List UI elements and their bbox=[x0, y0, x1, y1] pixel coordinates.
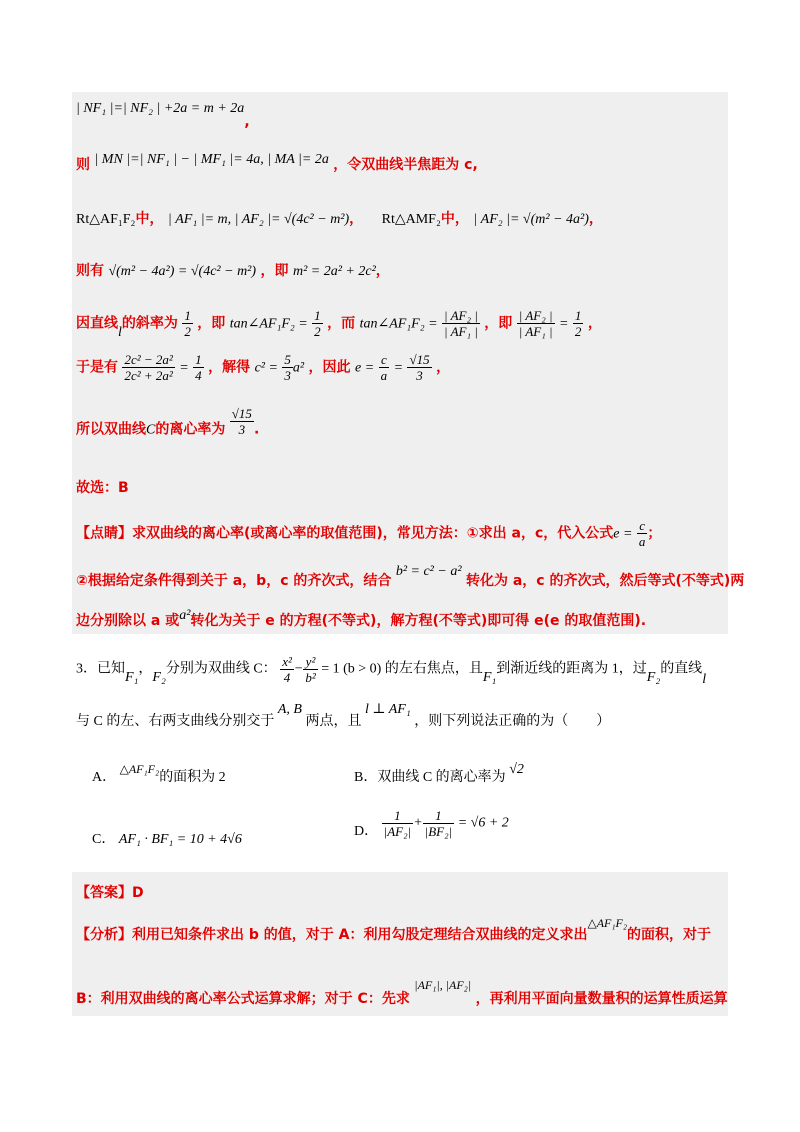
text: 于是有 bbox=[76, 359, 118, 376]
text: 中， bbox=[440, 211, 469, 227]
fraction: $\frac{1}{4}$ bbox=[195, 352, 202, 383]
formula: = √6 + 2 bbox=[457, 815, 509, 831]
fraction: $\frac{1}{2}$ bbox=[574, 308, 582, 339]
formula: | MN |=| NF₁ | − | MF₁ |= 4a, | MA |= 2a bbox=[94, 152, 329, 167]
text: 因直线 bbox=[76, 315, 118, 332]
option-label: D． bbox=[354, 823, 379, 839]
formula: △AF₁F₂ bbox=[587, 916, 628, 930]
formula: + bbox=[413, 815, 423, 831]
text: 的离心率为 bbox=[155, 421, 226, 438]
text: ，因此 bbox=[308, 359, 351, 376]
option-a[interactable] bbox=[92, 762, 226, 786]
text: 则 bbox=[76, 157, 90, 173]
formula: l bbox=[702, 671, 707, 687]
fraction: $\frac{c}{a}$ bbox=[380, 352, 388, 383]
formula: F₂ bbox=[646, 669, 661, 685]
fraction: $\frac{1}{2}$ bbox=[184, 308, 191, 339]
formula: = bbox=[393, 360, 404, 376]
question-line-2 bbox=[76, 702, 611, 730]
text: ，令双曲线半焦距为 c, bbox=[333, 157, 478, 173]
formula: e = bbox=[354, 360, 375, 376]
text: 的斜率为 bbox=[121, 315, 178, 332]
text: ，再利用平面向量数量积的运算性质运算 bbox=[475, 991, 728, 1007]
text: ， bbox=[436, 359, 451, 376]
text: ； bbox=[647, 525, 662, 542]
formula: A, B bbox=[277, 702, 302, 717]
formula: a² bbox=[292, 360, 305, 376]
formula: | AF₂ |= √(m² − 4a²) bbox=[473, 212, 589, 227]
text: 转化为 a，c 的齐次式，然后等式(不等式)两 bbox=[465, 573, 745, 589]
analysis-line-2 bbox=[76, 978, 728, 1008]
text: 转化为关于 e 的方程(不等式)，解方程(不等式)即可得 e(e 的取值范围). bbox=[190, 613, 647, 629]
option-label: A． bbox=[92, 770, 117, 785]
text: 边分别除以 a 或 bbox=[76, 613, 180, 629]
formula: | NF₁ |=| NF₂ | +2a = m + 2a bbox=[76, 101, 245, 116]
text: ，而 bbox=[327, 315, 356, 332]
fraction: $\frac{c}{a}$ bbox=[638, 518, 646, 549]
text: ，即 bbox=[484, 315, 513, 332]
formula: l bbox=[118, 324, 122, 340]
text: 到渐近线的距离为 1，过 bbox=[496, 661, 647, 677]
text: 所以双曲线 bbox=[76, 421, 146, 438]
text: 两点，且 bbox=[305, 714, 362, 729]
fraction: $\frac{1}{\text{|BF₂|}}$ bbox=[424, 808, 453, 839]
text: . bbox=[253, 421, 260, 438]
formula: C bbox=[146, 422, 156, 438]
text: ， bbox=[375, 263, 390, 279]
text: ， bbox=[349, 211, 364, 227]
analysis-line-1 bbox=[76, 916, 712, 944]
formula: Rt△AF₁F₂ bbox=[76, 212, 136, 227]
text: 的面积为 2 bbox=[159, 770, 226, 785]
formula: √2 bbox=[509, 762, 524, 777]
text: ， bbox=[588, 211, 603, 227]
formula: c² = bbox=[254, 360, 278, 376]
formula: △AF₁F₂ bbox=[119, 762, 160, 776]
text: = 1 (b > 0) 的左右焦点，且 bbox=[321, 661, 483, 677]
text: ②根据给定条件得到关于 a，b，c 的齐次式，结合 bbox=[76, 573, 392, 589]
option-label: C． bbox=[92, 832, 116, 847]
formula-line-6 bbox=[76, 352, 450, 383]
text: ，解得 bbox=[208, 359, 251, 376]
formula: F₂ bbox=[152, 669, 166, 685]
formula: b² = c² − a² bbox=[395, 564, 462, 579]
fraction: $\frac{\text{y²}}{\text{b²}}$ bbox=[305, 654, 316, 685]
fraction: $\frac{\text{x²}}{4}$ bbox=[282, 654, 292, 685]
text: 的面积，对于 bbox=[627, 927, 712, 943]
tip-line-1 bbox=[76, 518, 661, 549]
text: 3．已知 bbox=[76, 661, 125, 677]
formula: = bbox=[559, 316, 569, 332]
fraction: $\frac{√15}{3}$ bbox=[409, 352, 430, 383]
text: 中， bbox=[135, 211, 164, 227]
comma: , bbox=[244, 114, 250, 130]
fraction: $\frac{1}{2}$ bbox=[314, 308, 321, 339]
fraction: $\frac{\text{2c² − 2a²}}{\text{2c² + 2a²}}$ bbox=[124, 352, 173, 383]
formula-line-4 bbox=[76, 260, 390, 280]
text: B：利用双曲线的离心率公式运算求解；对于 C：先求 bbox=[76, 991, 410, 1007]
text: ， bbox=[587, 315, 602, 332]
text: 【点睛】求双曲线的离心率(或离心率的取值范围)，常见方法：①求出 a，c，代入公式 bbox=[76, 525, 614, 542]
option-b[interactable] bbox=[354, 762, 524, 786]
text: ，即 bbox=[197, 315, 226, 332]
formula: F₁ bbox=[125, 669, 139, 685]
formula: a² bbox=[179, 608, 191, 623]
formula: m² = 2a² + 2c² bbox=[292, 264, 376, 279]
fraction: $\frac{1}{\text{|AF₂|}}$ bbox=[383, 808, 412, 839]
fraction: $\frac{5}{3}$ bbox=[284, 352, 291, 383]
text: 的直线 bbox=[660, 661, 703, 677]
text: 【分析】利用已知条件求出 b 的值，对于 A：利用勾股定理结合双曲线的定义求出 bbox=[76, 927, 588, 943]
option-d[interactable] bbox=[354, 808, 509, 839]
formula: e = bbox=[613, 526, 633, 542]
solution-answer: 【答案】D bbox=[76, 885, 144, 901]
formula-line-5 bbox=[76, 308, 602, 339]
formula: Rt△AMF₂ bbox=[381, 212, 441, 227]
tip-line-2 bbox=[76, 564, 745, 590]
fraction: $\frac{√15}{3}$ bbox=[231, 406, 252, 437]
text: ，则下列说法正确的为（ ） bbox=[414, 714, 611, 729]
question-line-1 bbox=[76, 654, 706, 685]
formula-line-2 bbox=[76, 154, 478, 174]
formula: tan∠AF₁F₂ = bbox=[229, 316, 308, 332]
option-c[interactable] bbox=[92, 828, 242, 848]
formula: l ⊥ AF₁ bbox=[364, 702, 411, 717]
formula-line-1 bbox=[76, 100, 250, 130]
formula: F₁ bbox=[482, 669, 497, 685]
tip-line-3 bbox=[76, 610, 646, 630]
text: ， bbox=[138, 661, 153, 677]
answer-line: 故选：B bbox=[76, 480, 129, 496]
formula: = bbox=[179, 360, 189, 376]
formula-line-3 bbox=[76, 208, 603, 228]
formula: tan∠AF₁F₂ = bbox=[359, 316, 438, 332]
formula-line-7 bbox=[76, 406, 260, 445]
fraction: $\frac{\text{| AF₂ |}}{\text{| AF₁ |}}$ bbox=[444, 308, 478, 339]
option-label: B．双曲线 C 的离心率为 bbox=[354, 770, 506, 785]
formula: |AF₁|, |AF₂| bbox=[414, 978, 472, 992]
fraction: $\frac{\text{| AF₂ |}}{\text{| AF₁ |}}$ bbox=[518, 308, 553, 339]
formula: − bbox=[293, 661, 304, 677]
text: 则有 bbox=[76, 263, 104, 279]
text: 与 C 的左、右两支曲线分别交于 bbox=[76, 714, 275, 729]
formula: AF₁ · BF₁ = 10 + 4√6 bbox=[118, 832, 242, 847]
text: 分别为双曲线 C： bbox=[165, 661, 277, 677]
text: ，即 bbox=[260, 263, 289, 279]
formula: | AF₁ |= m, | AF₂ |= √(4c² − m²) bbox=[167, 212, 350, 227]
formula: √(m² − 4a²) = √(4c² − m²) bbox=[108, 264, 257, 279]
